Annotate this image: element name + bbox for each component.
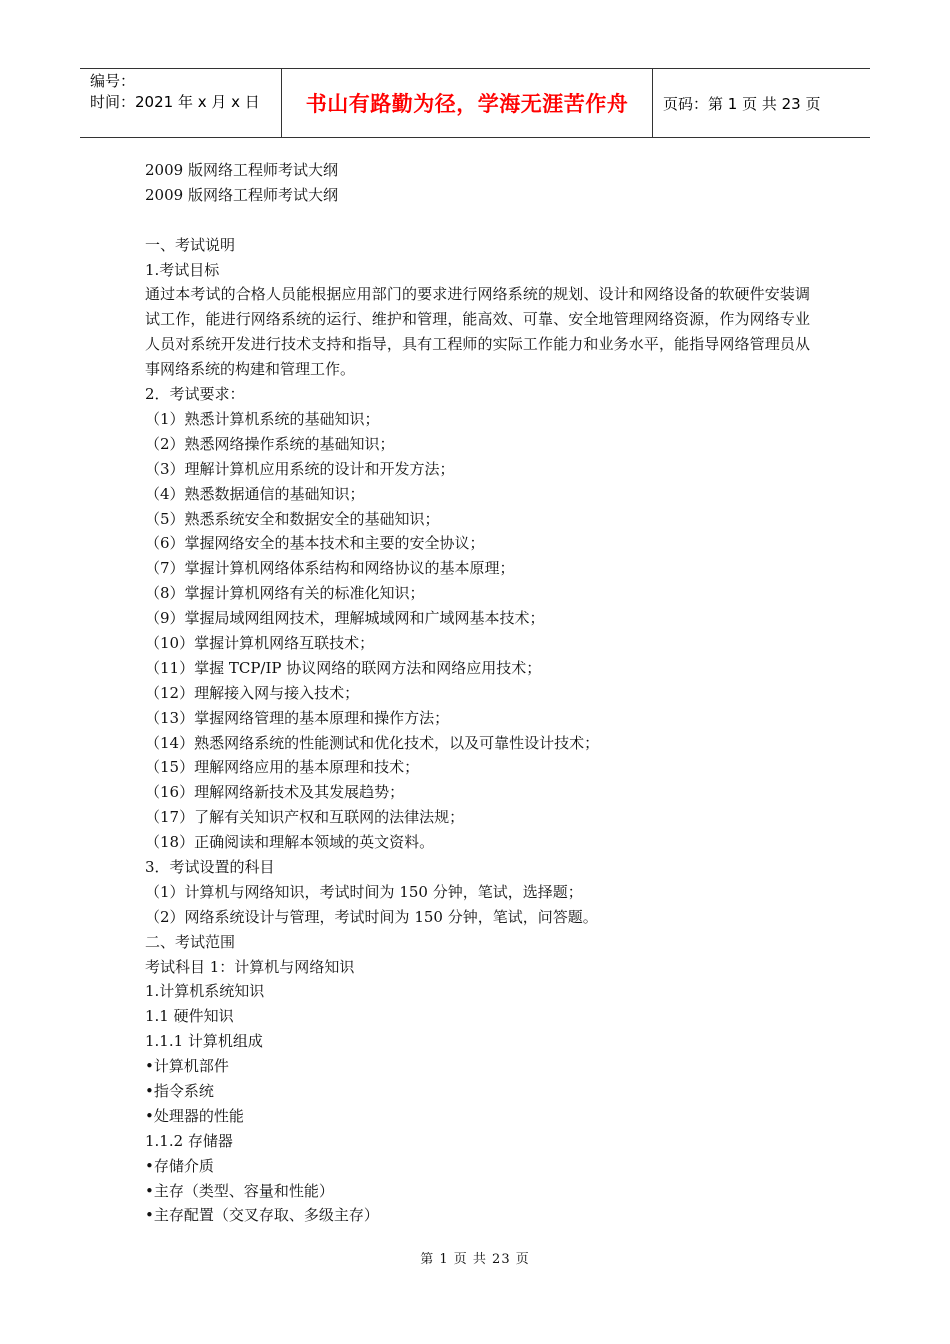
list-item: （7）掌握计算机网络体系结构和网络协议的基本原理； — [145, 559, 515, 578]
page-footer: 第 1 页 共 23 页 — [420, 1252, 530, 1267]
list-item: （12）理解接入网与接入技术； — [145, 683, 360, 702]
list-item: （14）熟悉网络系统的性能测试和优化技术，以及可靠性设计技术； — [145, 733, 600, 752]
list-item: （2）熟悉网络操作系统的基础知识； — [145, 434, 395, 453]
list-item: （15）理解网络应用的基本原理和技术； — [145, 758, 420, 777]
document-body — [145, 158, 810, 1228]
list-item: •处理器的性能 — [145, 1106, 244, 1125]
list-item: （18）正确阅读和理解本领域的英文资料。 — [145, 833, 435, 852]
list-item: （5）熟悉系统安全和数据安全的基础知识； — [145, 509, 440, 528]
list-item: 1.计算机系统知识 — [145, 982, 265, 1001]
page-header — [80, 68, 870, 138]
list-item: （17）了解有关知识产权和互联网的法律法规； — [145, 808, 465, 827]
list-item: •指令系统 — [145, 1082, 214, 1101]
header-motto: 书山有路勤为径，学海无涯苦作舟 — [282, 69, 653, 137]
list-item: （11）掌握 TCP/IP 协议网络的联网方法和网络应用技术； — [145, 658, 542, 677]
header-meta — [80, 69, 282, 137]
list-item: 1.1.1 计算机组成 — [145, 1032, 263, 1051]
list-item: 1.1.2 存储器 — [145, 1131, 233, 1150]
list-item: （4）熟悉数据通信的基础知识； — [145, 484, 365, 503]
list-item: （16）理解网络新技术及其发展趋势； — [145, 783, 405, 802]
list-item: •主存（类型、容量和性能） — [145, 1181, 334, 1200]
list-item: （10）掌握计算机网络互联技术； — [145, 633, 375, 652]
list-item: 考试科目 1：计算机与网络知识 — [145, 957, 355, 976]
scope-list — [145, 955, 810, 1229]
doc-title-repeat: 2009 版网络工程师考试大纲 — [145, 185, 338, 204]
list-item: （2）网络系统设计与管理，考试时间为 150 分钟，笔试，问答题。 — [145, 907, 598, 926]
list-item: 1.1 硬件知识 — [145, 1007, 234, 1026]
list-item: （6）掌握网络安全的基本技术和主要的安全协议； — [145, 534, 485, 553]
list-item: （3）理解计算机应用系统的设计和开发方法； — [145, 459, 455, 478]
spacer — [145, 208, 810, 233]
section-heading: 二、考试范围 — [145, 932, 236, 951]
doc-number-label: 编号： — [90, 72, 136, 90]
goal-paragraph: 通过本考试的合格人员能根据应用部门的要求进行网络系统的规划、设计和网络设备的软硬件安装调试工作，能进行网络系统的运行、维护和管理，能高效、可靠、安全地管理网络资源，作为网络专业人员对系统开发进行技术支持和指导，具有工程师的实际工作能力和业务水平，能指导网络管理员从事网络系统的构建和管理工作。 — [145, 285, 810, 379]
list-item: •存储介质 — [145, 1156, 214, 1175]
doc-time-label: 时间：2021 年 x 月 x 日 — [90, 93, 260, 111]
list-item: （1）熟悉计算机系统的基础知识； — [145, 409, 380, 428]
doc-title: 2009 版网络工程师考试大纲 — [145, 161, 338, 179]
requirements-list — [145, 407, 810, 855]
list-item: （9）掌握局域网组网技术，理解城域网和广域网基本技术； — [145, 609, 545, 628]
list-item: （13）掌握网络管理的基本原理和操作方法； — [145, 708, 450, 727]
subsection-heading: 2．考试要求： — [145, 385, 245, 404]
list-item: （8）掌握计算机网络有关的标准化知识； — [145, 584, 425, 603]
header-page-info: 页码：第 1 页 共 23 页 — [663, 94, 821, 113]
list-item: •主存配置（交叉存取、多级主存） — [145, 1206, 379, 1225]
section-heading: 一、考试说明 — [145, 235, 236, 254]
list-item: •计算机部件 — [145, 1057, 229, 1076]
subsection-heading: 3．考试设置的科目 — [145, 858, 275, 876]
subsection-heading: 1.考试目标 — [145, 260, 220, 279]
list-item: （1）计算机与网络知识，考试时间为 150 分钟，笔试，选择题； — [145, 882, 583, 901]
